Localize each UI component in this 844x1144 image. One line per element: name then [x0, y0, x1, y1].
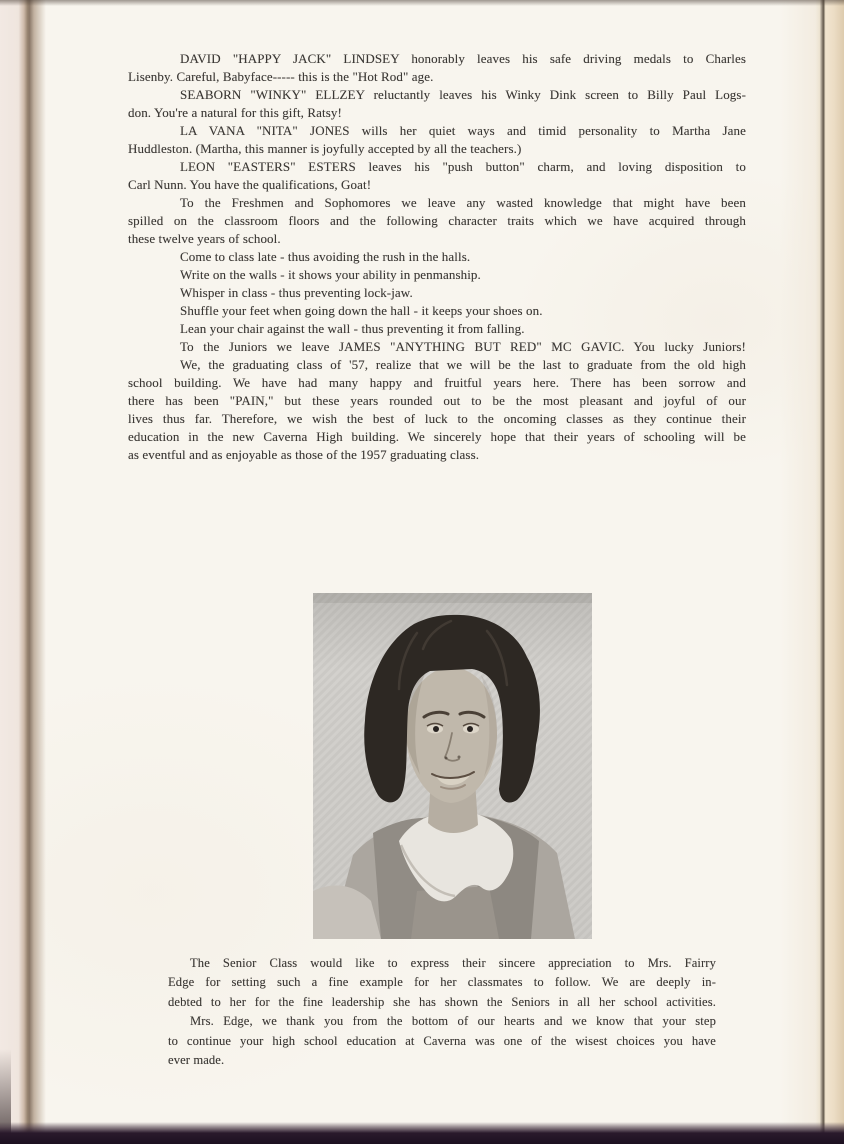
- page-edge-right: [780, 0, 844, 1144]
- text-line: Mrs. Edge, we thank you from the bottom of our hearts and we know that your step: [190, 1014, 716, 1029]
- text-line: there has been "PAIN," but these years rounded out to be the most pleasant and joyful of our: [128, 393, 746, 408]
- text-line: Write on the walls - it shows your ability in penmanship.: [180, 267, 481, 282]
- text-line: to continue your high school education at Caverna was one of the wisest choices you have: [168, 1033, 716, 1048]
- text-line: school building. We have had many happy and fruitful years here. There has been sorrow and: [128, 375, 746, 390]
- text-line: LA VANA "NITA" JONES wills her quiet ways and timid personality to Martha Jane: [180, 123, 746, 138]
- text-line: DAVID "HAPPY JACK" LINDSEY honorably leaves his safe driving medals to Charles: [180, 51, 746, 66]
- text-line: The Senior Class would like to express their sincere appreciation to Mrs. Fairry: [190, 956, 716, 970]
- text-line: Edge for setting such a fine example for her classmates to follow. We are deeply in-: [168, 975, 716, 990]
- text-line: SEABORN "WINKY" ELLZEY reluctantly leaves his Winky Dink screen to Billy Paul Logs-: [180, 87, 746, 102]
- text-line: Come to class late - thus avoiding the rush in the halls.: [180, 249, 471, 264]
- text-line: LEON "EASTERS" ESTERS leaves his "push button" charm, and loving disposition to: [180, 159, 746, 174]
- text-line: Lean your chair against the wall - thus preventing it from falling.: [180, 321, 525, 336]
- text-line: Shuffle your feet when going down the hall - it keeps your shoes on.: [180, 303, 543, 318]
- text-line: don. You're a natural for this gift, Ratsy!: [128, 105, 342, 120]
- text-line: education in the new Caverna High building. We sincerely hope that their years of schooling will be: [128, 429, 746, 444]
- book-cover-bottom-edge: [0, 1122, 844, 1144]
- portrait-photo: [313, 593, 592, 939]
- text-line: lives thus far. Therefore, we wish the best of luck to the oncoming classes as they continue their: [128, 411, 746, 426]
- text-line: spilled on the classroom floors and the following character traits which we have acquired through: [128, 213, 746, 228]
- senior-class-will-text: [128, 50, 746, 464]
- text-line: Whisper in class - thus preventing lock-jaw.: [180, 285, 413, 300]
- appreciation-note-text: [168, 954, 716, 1070]
- text-line: debted to her for the fine leadership she has shown the Seniors in all her school activities.: [168, 994, 716, 1009]
- page-gutter-shadow: [0, 0, 46, 1144]
- text-line: Lisenby. Careful, Babyface----- this is the "Hot Rod" age.: [128, 69, 434, 84]
- text-line: Carl Nunn. You have the qualifications, Goat!: [128, 177, 372, 192]
- page-edge-top: [0, 0, 844, 6]
- text-line: ever made.: [168, 1053, 225, 1068]
- text-line: as eventful and as enjoyable as those of the 1957 graduating class.: [128, 447, 480, 462]
- text-line: Huddleston. (Martha, this manner is joyfully accepted by all the teachers.): [128, 141, 522, 156]
- text-line: To the Freshmen and Sophomores we leave any wasted knowledge that might have been: [180, 195, 746, 210]
- text-line: We, the graduating class of '57, realize that we will be the last to graduate from the old high: [180, 357, 746, 372]
- text-line: To the Juniors we leave JAMES "ANYTHING BUT RED" MC GAVIC. You lucky Juniors!: [180, 339, 746, 354]
- text-line: these twelve years of school.: [128, 231, 281, 246]
